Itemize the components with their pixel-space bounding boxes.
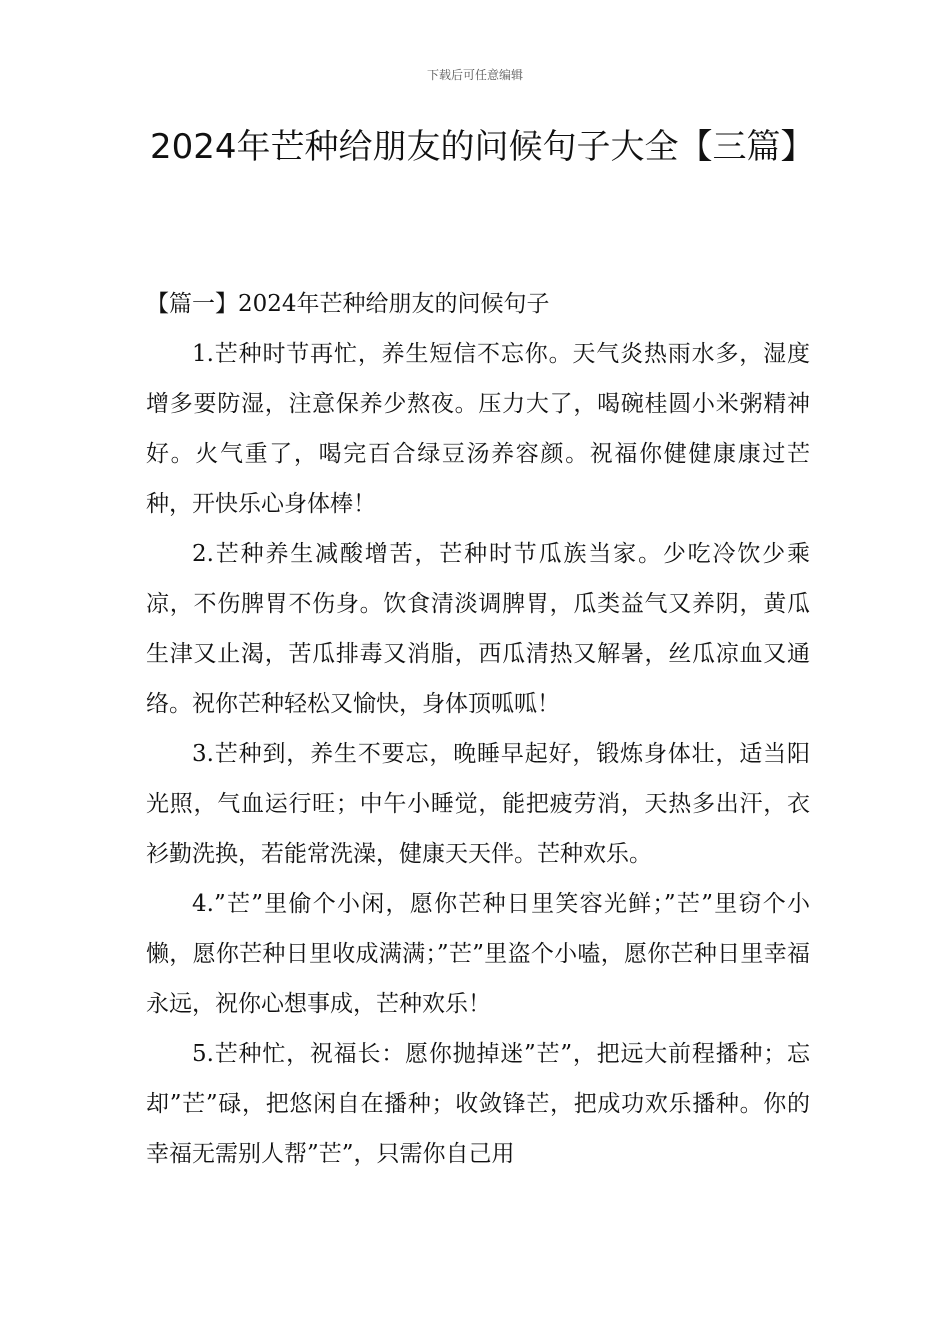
paragraph-4: 4.”芒”里偷个小闲，愿你芒种日里笑容光鲜；”芒”里窃个小懒，愿你芒种日里收成满满；”芒”里盗个小嗑，愿你芒种日里幸福永远，祝你心想事成，芒种欢乐！ xyxy=(146,891,810,1017)
paragraph-1: 1.芒种时节再忙，养生短信不忘你。天气炎热雨水多，湿度增多要防湿，注意保养少熬夜。压力大了，喝碗桂圆小米粥精神好。火气重了，喝完百合绿豆汤养容颜。祝福你健健康康过芒种，开快乐心身体棒！ xyxy=(146,341,810,517)
header-note: 下载后可任意编辑 xyxy=(426,68,523,82)
paragraph-3: 3.芒种到，养生不要忘，晚睡早起好，锻炼身体壮，适当阳光照，气血运行旺；中午小睡觉，能把疲劳消，天热多出汗，衣衫勤洗换，若能常洗澡，健康天天伴。芒种欢乐。 xyxy=(146,741,810,867)
section-heading: 【篇一】2024年芒种给朋友的问候句子 xyxy=(146,291,550,317)
paragraph-2: 2.芒种养生减酸增苦，芒种时节瓜族当家。少吃冷饮少乘凉，不伤脾胃不伤身。饮食清淡调脾胃，瓜类益气又养阴，黄瓜生津又止渴，苦瓜排毒又消脂，西瓜清热又解暑，丝瓜凉血又通络。祝你芒种轻松又愉快，身体顶呱呱！ xyxy=(146,541,810,717)
paragraph-5: 5.芒种忙，祝福长：愿你抛掉迷”芒”，把远大前程播种；忘却”芒”碌，把悠闲自在播种；收敛锋芒，把成功欢乐播种。你的幸福无需别人帮”芒”，只需你自己用 xyxy=(146,1041,810,1167)
document-title: 2024年芒种给朋友的问候句子大全【三篇】 xyxy=(150,127,815,167)
document-body xyxy=(146,279,810,1179)
